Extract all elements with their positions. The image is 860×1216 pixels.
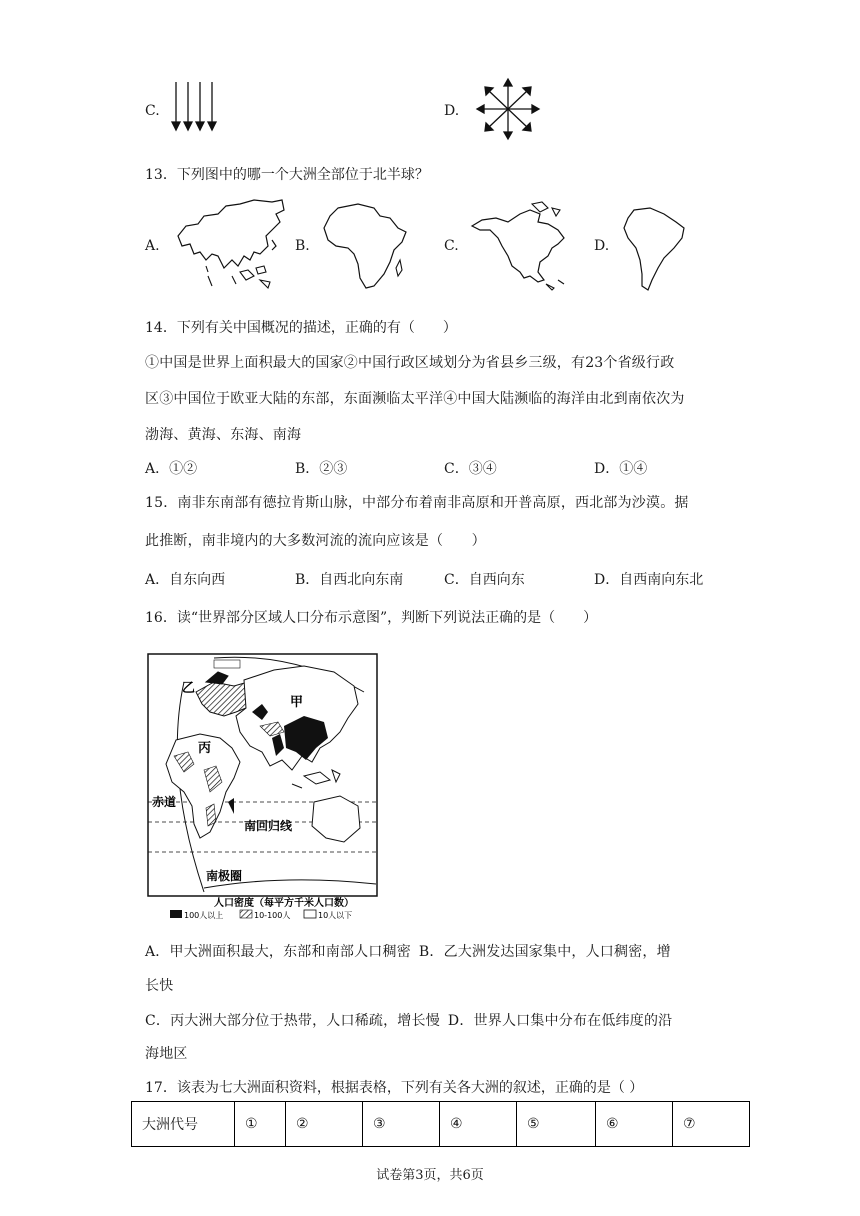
q15-line-1: 15．南非东南部有德拉肯斯山脉，中部分布着南非高原和开普高原，西北部为沙漠。据 — [145, 495, 689, 511]
q16-option-b-cont: 长快 — [145, 978, 174, 994]
q15-option-a: A．自东向西 — [145, 572, 226, 588]
population-distribution-map — [144, 652, 384, 922]
q15-option-c: C．自西向东 — [444, 572, 525, 588]
label-jia: 甲 — [290, 695, 304, 710]
question-16-stem: 16．读“世界部分区域人口分布示意图”，判断下列说法正确的是（ ） — [145, 610, 598, 626]
table-cell: ⑥ — [596, 1102, 673, 1147]
q16-option-c: C．丙大洲大部分位于热带，人口稀疏，增长慢 D．世界人口集中分布在低纬度的沿 — [145, 1013, 673, 1029]
legend-swatch-medium — [240, 910, 252, 918]
label-tropic: 南回归线 — [244, 819, 293, 833]
label-antarctic: 南极圈 — [206, 869, 243, 883]
q14-line-1: ①中国是世界上面积最大的国家②中国行政区域划分为省县乡三级，有23个省级行政 — [145, 355, 675, 371]
q14-option-d: D．①④ — [594, 461, 648, 477]
question-14-stem: 14．下列有关中国概况的描述，正确的有（ ） — [145, 320, 457, 336]
table-cell: ⑦ — [673, 1102, 750, 1147]
asia-map-icon — [168, 196, 290, 292]
q15-line-2: 此推断，南非境内的大多数河流的流向应该是（ ） — [145, 533, 486, 549]
label-yi: 乙 — [182, 681, 196, 696]
table-cell: ④ — [440, 1102, 517, 1147]
question-13-stem: 13．下列图中的哪一个大洲全部位于北半球？ — [145, 167, 429, 183]
table-cell: ① — [235, 1102, 286, 1147]
option-d-label: D. — [444, 103, 460, 119]
table-cell: ③ — [363, 1102, 440, 1147]
q16-option-d-cont: 海地区 — [145, 1046, 188, 1062]
label-bing: 丙 — [198, 741, 212, 756]
q16-option-d: D．世界人口集中分布在低纬度的沿 — [447, 1013, 673, 1029]
q14-option-a: A．①② — [145, 461, 198, 477]
continent-area-table — [131, 1101, 750, 1147]
q13-option-c: C. — [444, 238, 459, 254]
q13-option-b: B. — [295, 238, 310, 254]
radiating-arrows-icon — [476, 78, 540, 140]
label-equator: 赤道 — [152, 795, 177, 809]
q14-option-c: C．③④ — [444, 461, 497, 477]
legend-swatch-sparse — [304, 910, 316, 918]
q13-option-d: D. — [594, 238, 610, 254]
q14-line-3: 渤海、黄海、东海、南海 — [145, 427, 302, 443]
legend-item-medium: 10-100人 — [254, 911, 291, 920]
legend-title: 人口密度（每平方千米人口数） — [214, 898, 354, 909]
north-america-map-icon — [468, 200, 574, 292]
q16-option-b: B．乙大洲发达国家集中，人口稠密，增 — [418, 944, 671, 960]
south-america-map-icon — [620, 206, 690, 292]
q13-option-a: A. — [145, 238, 160, 254]
table-cell: ② — [286, 1102, 363, 1147]
table-cell: ⑤ — [517, 1102, 596, 1147]
question-17-stem: 17．该表为七大洲面积资料，根据表格，下列有关各大洲的叙述，正确的是（ ） — [145, 1080, 644, 1096]
q14-option-b: B．②③ — [295, 461, 348, 477]
legend-item-sparse: 10人以下 — [318, 911, 353, 920]
legend-swatch-dense — [170, 910, 182, 918]
option-c-label: C. — [145, 103, 160, 119]
q15-option-b: B．自西北向东南 — [295, 572, 404, 588]
q16-option-a: A．甲大洲面积最大，东部和南部人口稠密 B．乙大洲发达国家集中，人口稠密，增 — [145, 944, 671, 960]
legend-item-dense: 100人以上 — [184, 911, 224, 920]
page-footer: 试卷第3页，共6页 — [376, 1168, 484, 1183]
africa-map-icon — [318, 202, 410, 292]
q14-line-2: 区③中国位于欧亚大陆的东部，东面濒临太平洋④中国大陆濒临的海洋由北到南依次为 — [145, 391, 685, 407]
table-header-cell: 大洲代号 — [132, 1102, 235, 1147]
table-row — [132, 1102, 750, 1147]
parallel-down-arrows-icon — [168, 80, 218, 132]
q15-option-d: D．自西南向东北 — [594, 572, 704, 588]
